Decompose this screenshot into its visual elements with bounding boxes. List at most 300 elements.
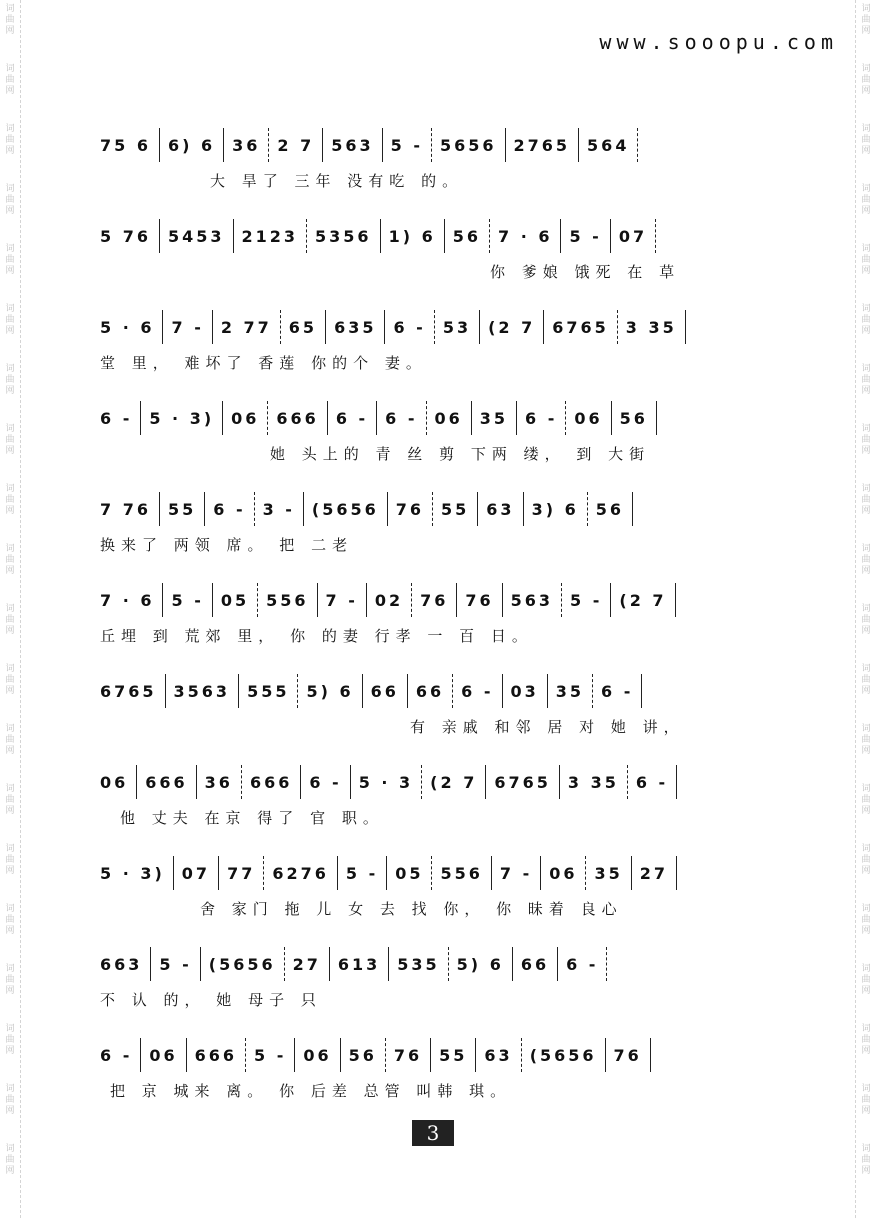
bar-line: [366, 583, 367, 617]
measure: 03: [510, 682, 539, 701]
watermark-glyph: 网: [5, 866, 15, 876]
watermark-glyph: 词: [5, 1084, 15, 1094]
watermark-glyph: 曲: [5, 1155, 15, 1165]
measure: 55: [167, 500, 197, 519]
bar-line: [627, 765, 628, 799]
bar-line: [585, 856, 586, 890]
bar-line: [233, 219, 234, 253]
notation-line: [100, 401, 780, 435]
watermark-glyph: 网: [861, 1046, 871, 1056]
bar-line: [386, 856, 387, 890]
measure: 6 -: [393, 318, 426, 337]
notation-system: [100, 1030, 780, 1121]
bar-line: [565, 401, 566, 435]
measure: 2123: [241, 227, 299, 246]
measure: 66: [520, 955, 550, 974]
measure: 5 · 6: [100, 318, 155, 337]
watermark-glyph: 网: [861, 986, 871, 996]
watermark-glyph: 词: [5, 904, 15, 914]
watermark-glyph: 词: [861, 724, 871, 734]
watermark-glyph: 词: [5, 784, 15, 794]
notation-system: [100, 666, 780, 757]
bar-line: [559, 765, 560, 799]
bar-line: [284, 947, 285, 981]
watermark-glyph: 曲: [5, 435, 15, 445]
bar-line: [560, 219, 561, 253]
watermark-glyph: 词: [861, 424, 871, 434]
watermark-glyph: 曲: [861, 555, 871, 565]
right-watermark-strip: [855, 0, 876, 1218]
bar-line: [329, 947, 330, 981]
bar-line: [605, 1038, 606, 1072]
measure: 6 -: [635, 773, 669, 792]
watermark-glyph: 网: [861, 566, 871, 576]
watermark-glyph: 词: [861, 124, 871, 134]
bar-line: [387, 492, 388, 526]
watermark-glyph: 曲: [5, 1095, 15, 1105]
bar-line: [631, 856, 632, 890]
measure: 6 -: [601, 682, 634, 701]
watermark-glyph: 词: [861, 1144, 871, 1154]
bar-line: [380, 219, 381, 253]
watermark-glyph: 网: [5, 326, 15, 336]
measure: 6 -: [566, 955, 599, 974]
bar-line: [212, 310, 213, 344]
lyrics-line: 有 亲戚 和邻 居 对 她 讲，: [410, 718, 685, 736]
bar-line: [444, 219, 445, 253]
notation-system: [100, 484, 780, 575]
watermark-glyph: 曲: [5, 255, 15, 265]
measure: 563: [510, 591, 554, 610]
watermark-glyph: 词: [5, 964, 15, 974]
left-watermark-strip: [0, 0, 21, 1218]
bar-line: [136, 765, 137, 799]
notation-line: [100, 856, 780, 890]
watermark-glyph: 网: [5, 746, 15, 756]
notation-system: [100, 848, 780, 939]
watermark-glyph: 网: [861, 626, 871, 636]
measure: 27: [639, 864, 669, 883]
bar-line: [502, 674, 503, 708]
notation-line: [100, 674, 780, 708]
measure: 35: [479, 409, 509, 428]
watermark-glyph: 词: [861, 784, 871, 794]
measure: 56: [348, 1046, 377, 1065]
watermark-glyph: 网: [861, 26, 871, 36]
measure: 53: [442, 318, 472, 337]
measure: 66: [370, 682, 399, 701]
measure: 7 -: [499, 864, 533, 883]
bar-line: [268, 128, 269, 162]
bar-line: [606, 947, 607, 981]
notation-system: [100, 939, 780, 1030]
bar-line: [543, 310, 544, 344]
watermark-glyph: 网: [5, 266, 15, 276]
bar-line: [388, 947, 389, 981]
lyrics-line: 换来了 两领 席。 把 二老: [100, 536, 354, 554]
bar-line: [322, 128, 323, 162]
notation-system: [100, 211, 780, 302]
bar-line: [294, 1038, 295, 1072]
bar-line: [376, 401, 377, 435]
bar-line: [587, 492, 588, 526]
measure: 7 -: [171, 318, 204, 337]
watermark-glyph: 曲: [5, 495, 15, 505]
watermark-glyph: 曲: [861, 495, 871, 505]
measure: 535: [397, 955, 440, 974]
watermark-glyph: 曲: [861, 375, 871, 385]
measure: 564: [587, 136, 630, 155]
watermark-glyph: 曲: [5, 375, 15, 385]
measure: (5656: [529, 1046, 597, 1065]
watermark-glyph: 词: [5, 844, 15, 854]
watermark-glyph: 词: [5, 664, 15, 674]
bar-line: [317, 583, 318, 617]
bar-line: [162, 310, 163, 344]
bar-line: [327, 401, 328, 435]
bar-line: [523, 492, 524, 526]
measure: 27: [292, 955, 321, 974]
watermark-glyph: 网: [861, 446, 871, 456]
measure: 5 -: [345, 864, 379, 883]
watermark-glyph: 网: [5, 86, 15, 96]
measure: 635: [334, 318, 377, 337]
watermark-glyph: 曲: [861, 1035, 871, 1045]
watermark-glyph: 网: [5, 386, 15, 396]
watermark-glyph: 曲: [861, 795, 871, 805]
measure: 36: [232, 136, 261, 155]
watermark-glyph: 曲: [5, 615, 15, 625]
measure: 7 · 6: [497, 227, 553, 246]
bar-line: [254, 492, 255, 526]
measure: 06: [549, 864, 578, 883]
bar-line: [140, 1038, 141, 1072]
measure: 07: [181, 864, 211, 883]
watermark-glyph: 词: [861, 244, 871, 254]
bar-line: [411, 583, 412, 617]
bar-line: [547, 674, 548, 708]
watermark-glyph: 曲: [861, 975, 871, 985]
watermark-glyph: 网: [861, 1106, 871, 1116]
watermark-glyph: 曲: [861, 135, 871, 145]
watermark-glyph: 词: [861, 604, 871, 614]
watermark-glyph: 网: [5, 806, 15, 816]
bar-line: [162, 583, 163, 617]
bar-line: [303, 492, 304, 526]
bar-line: [432, 492, 433, 526]
watermark-glyph: 网: [861, 866, 871, 876]
bar-line: [200, 947, 201, 981]
watermark-glyph: 曲: [861, 75, 871, 85]
bar-line: [384, 310, 385, 344]
bar-line: [325, 310, 326, 344]
measure: 666: [145, 773, 188, 792]
watermark-glyph: 词: [861, 1024, 871, 1034]
watermark-glyph: 网: [861, 926, 871, 936]
watermark-glyph: 词: [861, 304, 871, 314]
watermark-glyph: 词: [861, 184, 871, 194]
measure: 56: [595, 500, 624, 519]
measure: 06: [149, 1046, 178, 1065]
watermark-glyph: 曲: [861, 915, 871, 925]
measure: 5 -: [390, 136, 423, 155]
measure: 76: [420, 591, 449, 610]
bar-line: [407, 674, 408, 708]
bar-line: [257, 583, 258, 617]
measure: 5356: [315, 227, 372, 246]
bar-line: [431, 856, 432, 890]
bar-line: [456, 583, 457, 617]
bar-line: [159, 219, 160, 253]
score-sheet: [100, 120, 780, 1121]
watermark-glyph: 曲: [861, 435, 871, 445]
measure: 07: [618, 227, 648, 246]
bar-line: [557, 947, 558, 981]
bar-line: [516, 401, 517, 435]
bar-line: [540, 856, 541, 890]
bar-line: [267, 401, 268, 435]
bar-line: [521, 1038, 522, 1072]
watermark-glyph: 曲: [861, 15, 871, 25]
measure: 5 -: [254, 1046, 287, 1065]
measure: 06: [303, 1046, 332, 1065]
measure: 5 -: [171, 591, 204, 610]
measure: 05: [220, 591, 250, 610]
measure: 666: [276, 409, 319, 428]
measure: 6765: [100, 682, 157, 701]
measure: 3 35: [567, 773, 619, 792]
watermark-glyph: 曲: [861, 195, 871, 205]
watermark-glyph: 网: [5, 1106, 15, 1116]
watermark-glyph: 词: [5, 364, 15, 374]
bar-line: [489, 219, 490, 253]
bar-line: [431, 128, 432, 162]
measure: 77: [227, 864, 256, 883]
measure: 2 7: [277, 136, 315, 155]
notation-line: [100, 1038, 780, 1072]
bar-line: [421, 765, 422, 799]
watermark-glyph: 网: [861, 86, 871, 96]
measure: (5656: [208, 955, 276, 974]
measure: 6 -: [525, 409, 558, 428]
measure: 76: [613, 1046, 642, 1065]
watermark-glyph: 网: [5, 1046, 15, 1056]
watermark-glyph: 词: [5, 1024, 15, 1034]
bar-line: [617, 310, 618, 344]
measure: 5 -: [569, 227, 602, 246]
bar-line: [426, 401, 427, 435]
watermark-glyph: 曲: [5, 795, 15, 805]
notation-line: [100, 947, 780, 981]
measure: 556: [440, 864, 483, 883]
watermark-glyph: 网: [861, 686, 871, 696]
measure: 02: [374, 591, 404, 610]
watermark-glyph: 词: [861, 1084, 871, 1094]
measure: 2 77: [220, 318, 272, 337]
watermark-glyph: 网: [5, 146, 15, 156]
measure: 06: [574, 409, 603, 428]
watermark-glyph: 网: [861, 506, 871, 516]
bar-line: [340, 1038, 341, 1072]
notation-line: [100, 128, 780, 162]
watermark-glyph: 词: [5, 304, 15, 314]
watermark-glyph: 词: [861, 904, 871, 914]
measure: 5 -: [570, 591, 603, 610]
bar-line: [362, 674, 363, 708]
bar-line: [222, 401, 223, 435]
lyrics-line: 大 旱了 三年 没有吃 的。: [210, 172, 464, 190]
bar-line: [655, 219, 656, 253]
bar-line: [385, 1038, 386, 1072]
lyrics-line: 丘埋 到 荒郊 里， 你 的妻 行孝 一 百 日。: [100, 627, 533, 645]
bar-line: [165, 674, 166, 708]
watermark-glyph: 词: [861, 544, 871, 554]
bar-line: [204, 492, 205, 526]
measure: 63: [486, 500, 515, 519]
bar-line: [610, 219, 611, 253]
measure: 7 · 6: [100, 591, 155, 610]
lyrics-line: 把 京 城来 离。 你 后差 总管 叫韩 琪。: [110, 1082, 512, 1100]
measure: 555: [247, 682, 290, 701]
watermark-glyph: 词: [5, 4, 15, 14]
bar-line: [477, 492, 478, 526]
measure: 5453: [167, 227, 225, 246]
watermark-glyph: 词: [5, 244, 15, 254]
measure: 6 -: [461, 682, 494, 701]
measure: 6765: [494, 773, 551, 792]
watermark-glyph: 曲: [861, 675, 871, 685]
notation-line: [100, 219, 780, 253]
bar-line: [485, 765, 486, 799]
bar-line: [656, 401, 657, 435]
watermark-glyph: 网: [5, 926, 15, 936]
bar-line: [561, 583, 562, 617]
bar-line: [637, 128, 638, 162]
bar-line: [430, 1038, 431, 1072]
measure: 6 -: [385, 409, 418, 428]
watermark-glyph: 曲: [861, 315, 871, 325]
watermark-glyph: 曲: [861, 255, 871, 265]
bar-line: [212, 583, 213, 617]
measure: 1) 6: [388, 227, 436, 246]
measure: 3) 6: [531, 500, 579, 519]
bar-line: [238, 674, 239, 708]
watermark-glyph: 词: [861, 364, 871, 374]
watermark-glyph: 曲: [5, 315, 15, 325]
bar-line: [337, 856, 338, 890]
lyrics-line: 他 丈夫 在京 得了 官 职。: [120, 809, 384, 827]
bar-line: [650, 1038, 651, 1072]
measure: 6 -: [100, 1046, 133, 1065]
watermark-glyph: 曲: [5, 1035, 15, 1045]
measure: 666: [249, 773, 293, 792]
watermark-glyph: 网: [861, 206, 871, 216]
bar-line: [245, 1038, 246, 1072]
bar-line: [159, 492, 160, 526]
watermark-glyph: 网: [861, 146, 871, 156]
measure: (2 7: [430, 773, 478, 792]
measure: 6 -: [309, 773, 342, 792]
bar-line: [159, 128, 160, 162]
measure: 663: [100, 955, 143, 974]
watermark-glyph: 词: [5, 424, 15, 434]
bar-line: [505, 128, 506, 162]
measure: 76: [393, 1046, 423, 1065]
bar-line: [196, 765, 197, 799]
measure: 7 76: [100, 500, 151, 519]
measure: 66: [415, 682, 445, 701]
measure: 613: [337, 955, 381, 974]
measure: 35: [555, 682, 585, 701]
measure: 5656: [439, 136, 497, 155]
watermark-glyph: 网: [861, 806, 871, 816]
notation-system: [100, 393, 780, 484]
bar-line: [676, 765, 677, 799]
measure: 06: [231, 409, 260, 428]
bar-line: [382, 128, 383, 162]
measure: (2 7: [619, 591, 667, 610]
watermark-glyph: 曲: [5, 15, 15, 25]
watermark-glyph: 词: [5, 64, 15, 74]
watermark-glyph: 网: [861, 746, 871, 756]
bar-line: [263, 856, 264, 890]
bar-line: [479, 310, 480, 344]
measure: 06: [434, 409, 463, 428]
lyrics-line: 不 认 的， 她 母子 只: [100, 991, 322, 1009]
watermark-glyph: 曲: [5, 975, 15, 985]
notation-line: [100, 583, 780, 617]
measure: 3 35: [625, 318, 677, 337]
measure: 5 -: [159, 955, 192, 974]
watermark-glyph: 词: [861, 964, 871, 974]
page-number: 3: [412, 1120, 454, 1146]
lyrics-line: 你 爹娘 饿死 在 草: [490, 263, 681, 281]
watermark-glyph: 词: [5, 544, 15, 554]
measure: 5) 6: [306, 682, 354, 701]
watermark-glyph: 曲: [5, 195, 15, 205]
watermark-glyph: 网: [5, 1166, 15, 1176]
watermark-glyph: 词: [861, 484, 871, 494]
measure: 563: [331, 136, 374, 155]
measure: 75 6: [100, 136, 151, 155]
watermark-glyph: 词: [5, 184, 15, 194]
bar-line: [306, 219, 307, 253]
measure: 56: [452, 227, 481, 246]
bar-line: [297, 674, 298, 708]
notation-system: [100, 302, 780, 393]
measure: (2 7: [488, 318, 536, 337]
bar-line: [448, 947, 449, 981]
measure: 36: [204, 773, 233, 792]
watermark-glyph: 网: [5, 446, 15, 456]
watermark-glyph: 词: [5, 484, 15, 494]
watermark-glyph: 网: [5, 626, 15, 636]
watermark-glyph: 网: [5, 506, 15, 516]
watermark-glyph: 曲: [861, 855, 871, 865]
measure: 05: [395, 864, 424, 883]
watermark-glyph: 词: [5, 724, 15, 734]
watermark-glyph: 曲: [5, 735, 15, 745]
bar-line: [675, 583, 676, 617]
bar-line: [173, 856, 174, 890]
watermark-glyph: 词: [861, 4, 871, 14]
measure: 6 -: [335, 409, 369, 428]
measure: 63: [484, 1046, 513, 1065]
watermark-glyph: 曲: [5, 855, 15, 865]
notation-line: [100, 765, 780, 799]
bar-line: [512, 947, 513, 981]
bar-line: [223, 128, 224, 162]
